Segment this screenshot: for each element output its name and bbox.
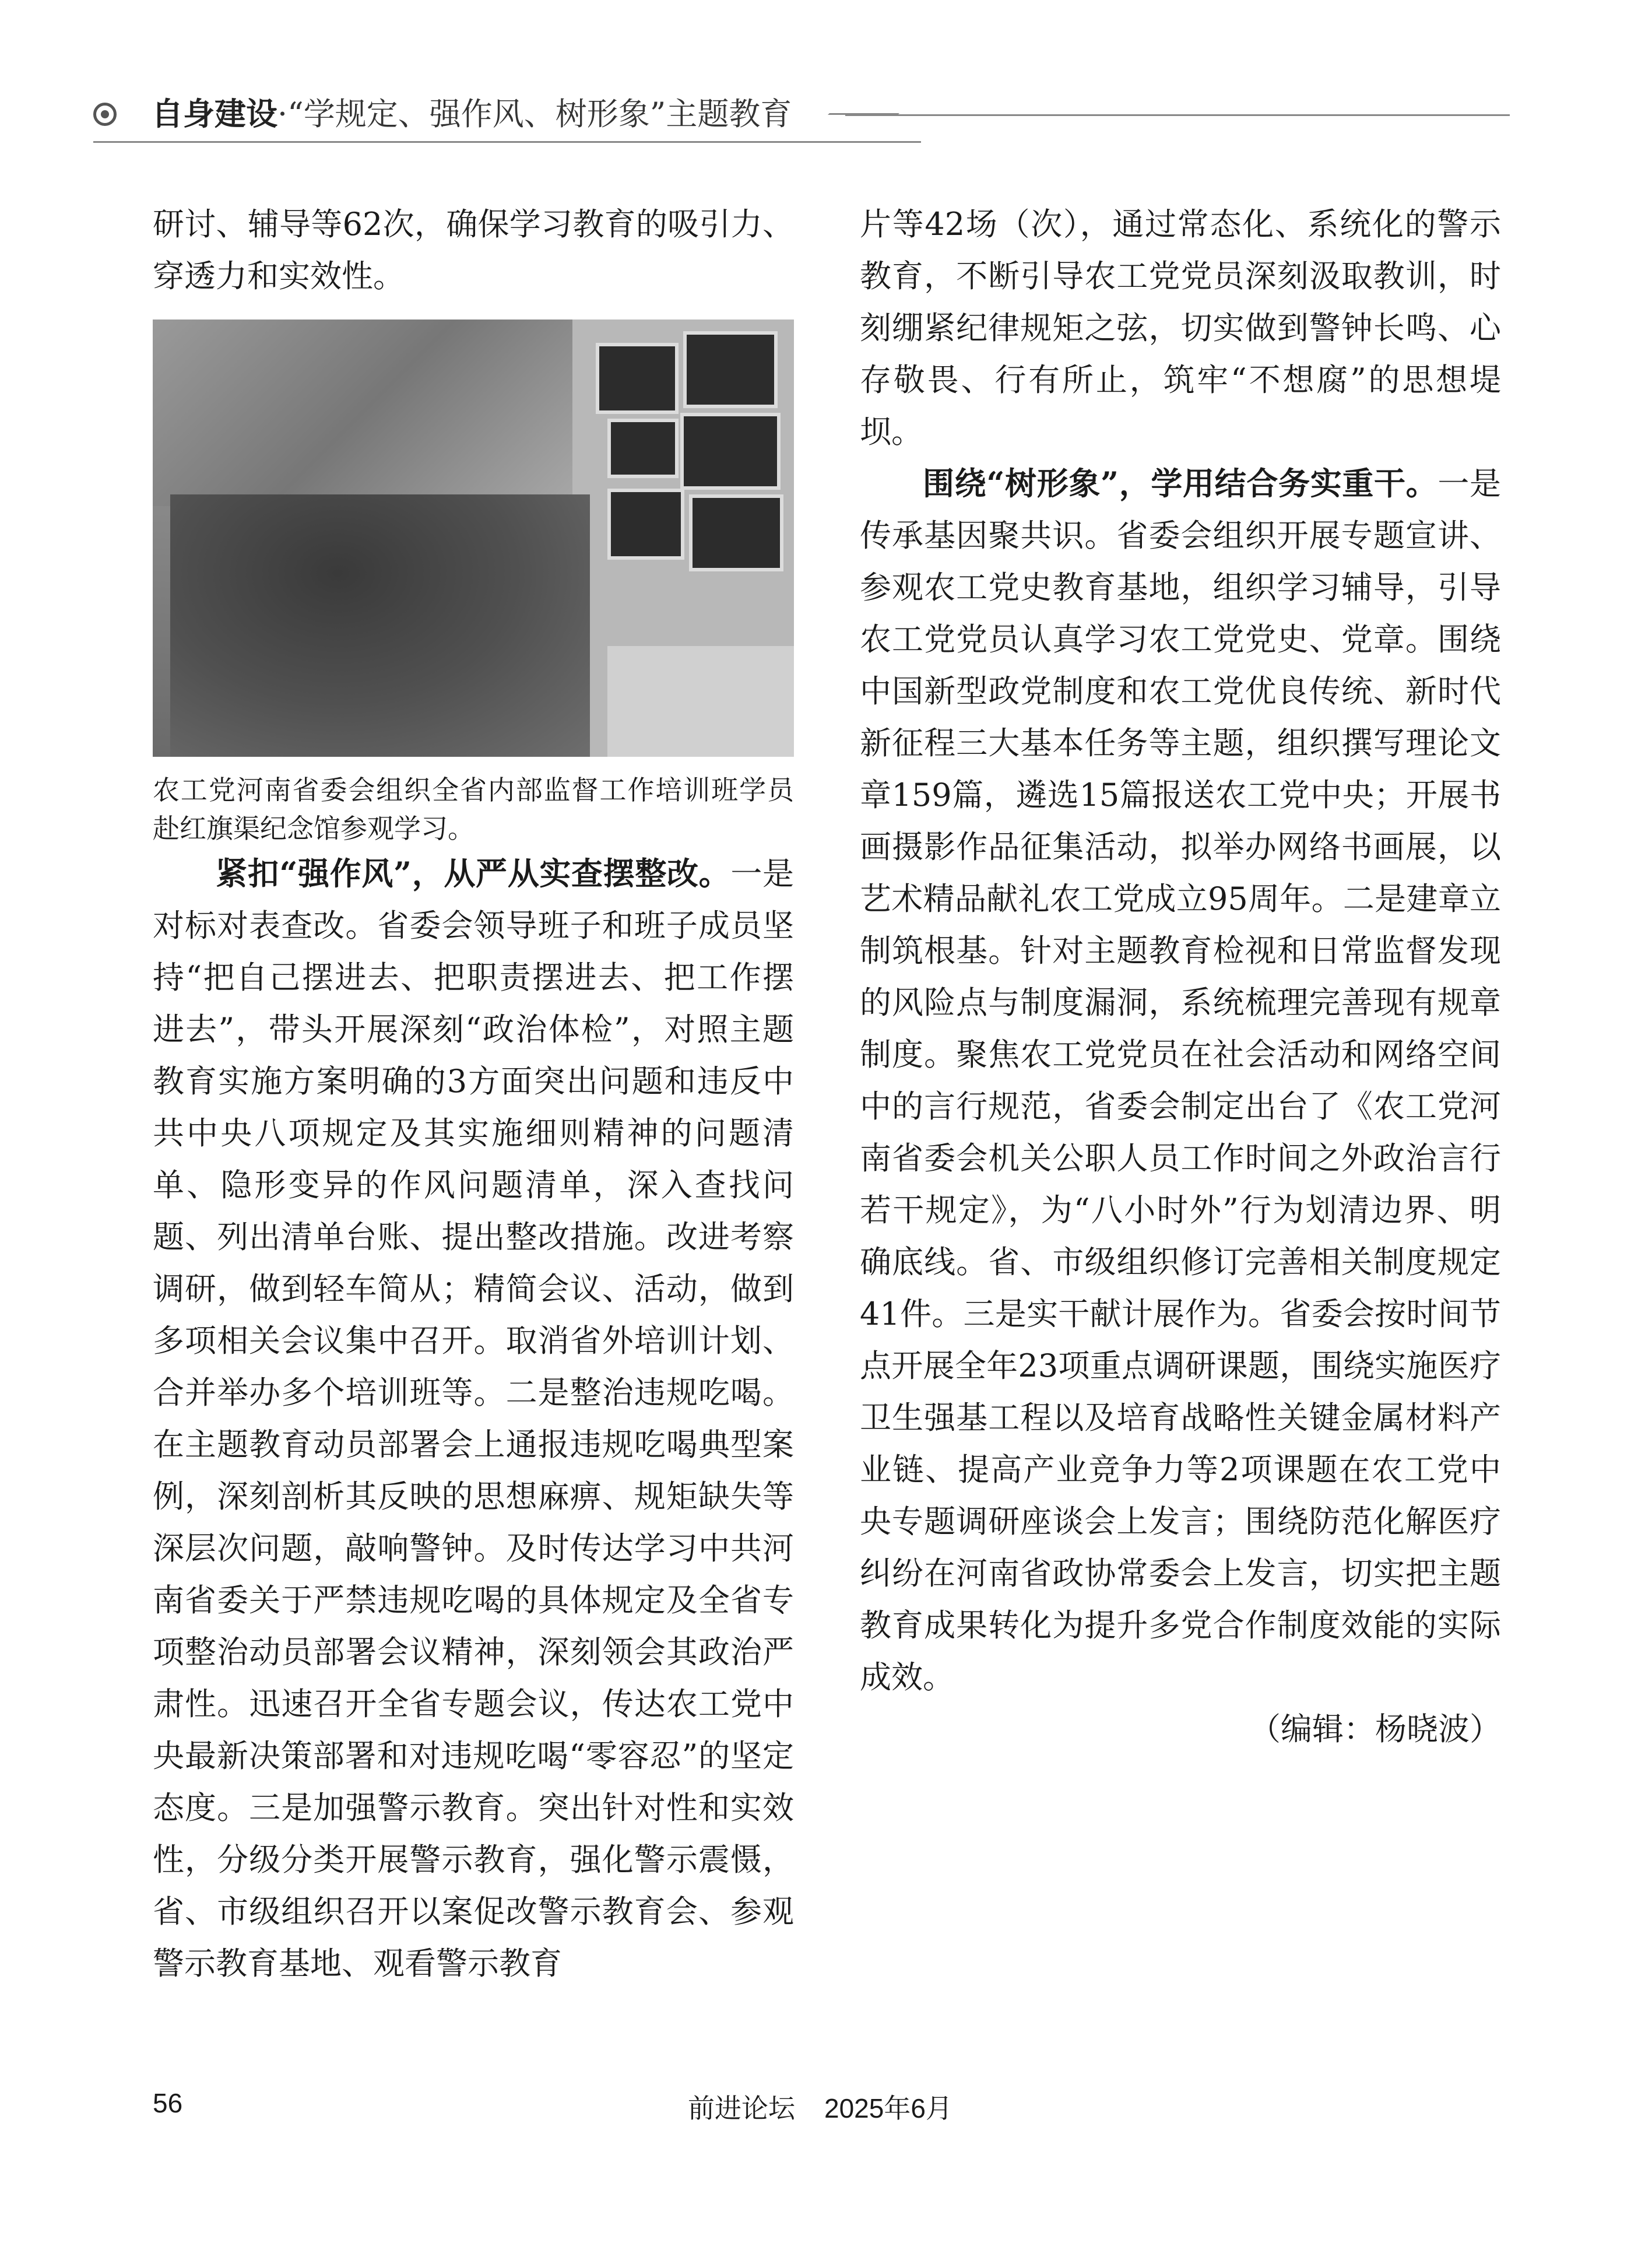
photo-exhibit-frame	[607, 489, 684, 560]
bullet-circle-icon	[93, 103, 117, 126]
footer-publication	[688, 2087, 982, 2126]
article-photo	[153, 320, 794, 757]
header-rule-right	[845, 114, 1510, 116]
header-rule-slant	[803, 113, 899, 140]
left-column	[153, 198, 794, 1989]
photo-exhibit-frame	[683, 331, 778, 408]
photo-rock-wall	[153, 320, 572, 506]
right-paragraph-2-heading: 围绕“树形象”，学用结合务实重干。	[923, 465, 1438, 502]
photo-caption: 农工党河南省委会组织全省内部监督工作培训班学员赴红旗渠纪念馆参观学习。	[153, 774, 794, 844]
section-name: 自身建设	[152, 95, 277, 132]
photo-exhibit-frame	[680, 413, 781, 490]
page-number: 56	[153, 2088, 183, 2118]
right-column	[860, 198, 1501, 1755]
left-paragraph-1: 研讨、辅导等62次，确保学习教育的吸引力、穿透力和实效性。	[153, 206, 794, 294]
section-separator: ·	[277, 96, 288, 132]
section-title	[152, 94, 792, 134]
photo-exhibit-frame	[607, 419, 679, 478]
photo-visitors	[170, 494, 590, 757]
section-topic: “学规定、强作风、树形象”主题教育	[287, 96, 792, 132]
issue-date: 2025年6月	[824, 2093, 952, 2123]
left-paragraph-2	[153, 848, 794, 1989]
left-paragraph-2-body: 一是对标对表查改。省委会领导班子和班子成员坚持“把自己摆进去、把职责摆进去、把工作摆进去”，带头开展深刻“政治体检”，对照主题教育实施方案明确的3方面突出问题和违反中共中央八项规定及其实施细则精神的问题清单、隐形变异的作风问题清单，深入查找问题、列出清单台账、提出整改措施。改进考察调研，做到轻车简从；精简会议、活动，做到多项相关会议集中召开。取消省外培训计划、合并举办多个培训班等。二是整治违规吃喝。在主题教育动员部署会上通报违规吃喝典型案例，深刻剖析其反映的思想麻痹、规矩缺失等深层次问题，敲响警钟。及时传达学习中共河南省委关于严禁违规吃喝的具体规定及全省专项整治动员部署会议精神，深刻领会其政治严肃性。迅速召开全省专题会议，传达农工党中央最新决策部署和对违规吃喝“零容忍”的坚定态度。三是加强警示教育。突出针对性和实效性，分级分类开展警示教育，强化警示震慑，省、市级组织召开以案促改警示教育会、参观警示教育基地、观看警示教育	[153, 855, 795, 1982]
photo-exhibit-frame	[689, 494, 783, 571]
photo-display-case	[607, 646, 794, 757]
right-paragraph-1: 片等42场（次），通过常态化、系统化的警示教育，不断引导农工党党员深刻汲取教训，时刻绷紧纪律规矩之弦，切实做到警钟长鸣、心存敬畏、行有所止，筑牢“不想腐”的思想堤坝。	[860, 206, 1501, 450]
header-rule	[93, 141, 921, 143]
photo-exhibit-frame	[596, 343, 679, 414]
right-paragraph-2	[860, 458, 1501, 1703]
page-header	[93, 87, 1510, 146]
publication-name: 前进论坛	[688, 2093, 795, 2123]
editor-credit: （编辑：杨晓波）	[1249, 1711, 1501, 1747]
right-paragraph-2-body: 一是传承基因聚共识。省委会组织开展专题宣讲、参观农工党史教育基地，组织学习辅导，引导农工党党员认真学习农工党党史、党章。围绕中国新型政党制度和农工党优良传统、新时代新征程三大基本任务等主题，组织撰写理论文章159篇，遴选15篇报送农工党中央；开展书画摄影作品征集活动，拟举办网络书画展，以艺术精品献礼农工党成立95周年。二是建章立制筑根基。针对主题教育检视和日常监督发现的风险点与制度漏洞，系统梳理完善现有规章制度。聚焦农工党党员在社会活动和网络空间中的言行规范，省委会制定出台了《农工党河南省委会机关公职人员工作时间之外政治言行若干规定》，为“八小时外”行为划清边界、明确底线。省、市级组织修订完善相关制度规定41件。三是实干献计展作为。省委会按时间节点开展全年23项重点调研课题，围绕实施医疗卫生强基工程以及培育战略性关键金属材料产业链、提高产业竞争力等2项课题在农工党中央专题调研座谈会上发言；围绕防范化解医疗纠纷在河南省政协常委会上发言，切实把主题教育成果转化为提升多党合作制度效能的实际成效。	[860, 465, 1502, 1696]
left-paragraph-2-heading: 紧扣“强作风”，从严从实查摆整改。	[216, 855, 731, 892]
